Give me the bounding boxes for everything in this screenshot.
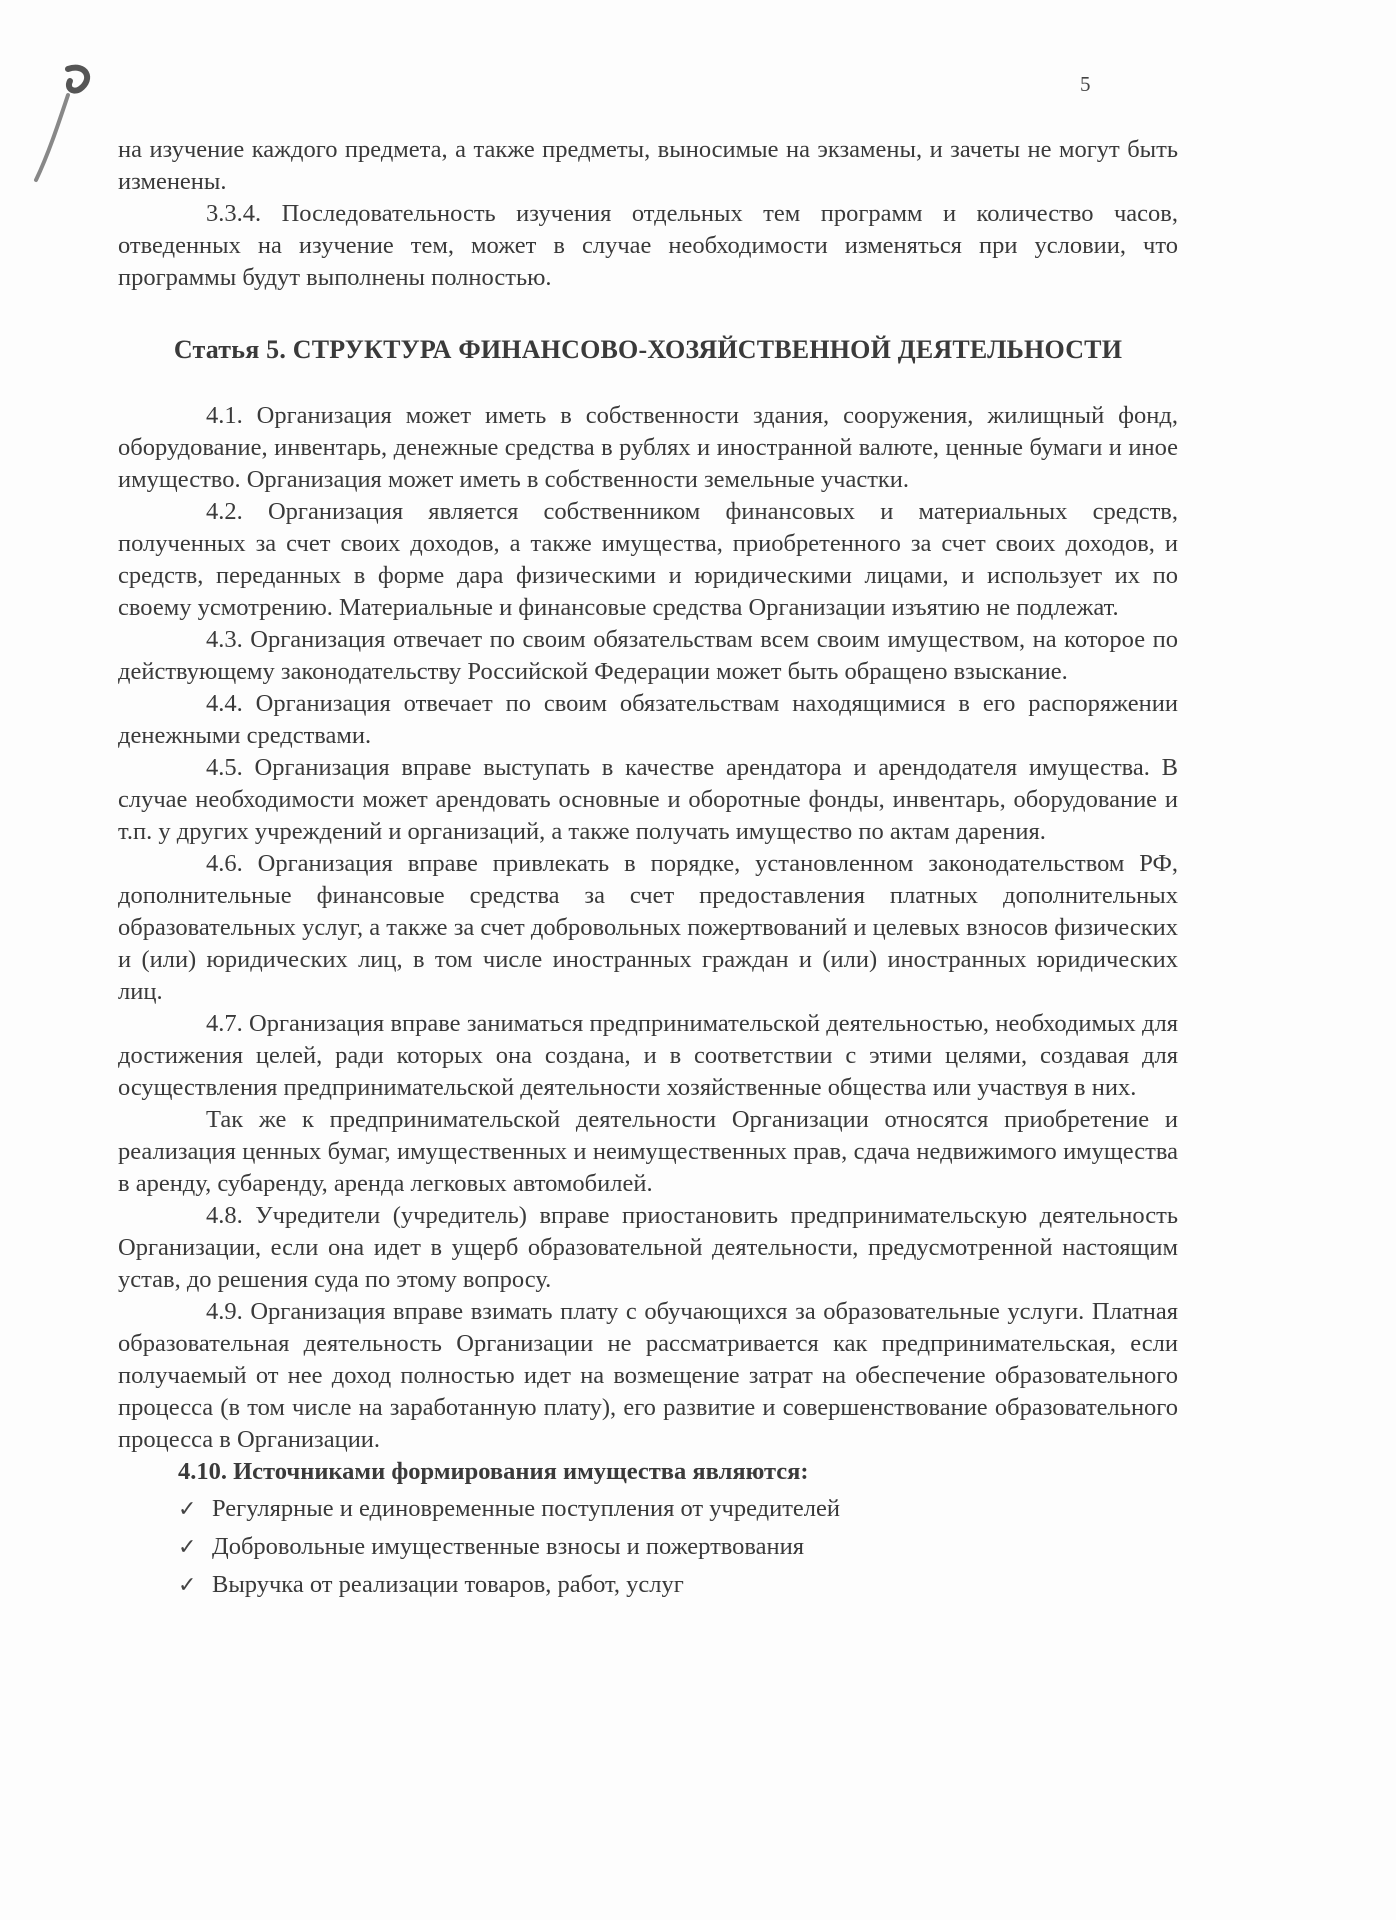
clause-4-9: 4.9. Организация вправе взимать плату с обучающихся за образовательные услуги. Платная образовательная деятельность Организации не рассматривается как предпринимательская, если получаемый от нее доход полностью идет на возмещение затрат на обеспечение образовательного процесса (в том числе на заработанную плату), его развитие и совершенствование образовательного процесса в Организации. [118, 1298, 1178, 1453]
clause-4-7: 4.7. Организация вправе заниматься предпринимательской деятельностью, необходимых для достижения целей, ради которых она создана, и в соответствии с этими целями, создавая для осуществления предпринимательской деятельности хозяйственные общества или участвуя в них. [118, 1010, 1178, 1101]
clause-4-10-heading: 4.10. Источниками формирования имущества являются: [178, 1458, 809, 1485]
scan-artifact-mark [28, 55, 98, 185]
document-body [118, 134, 1178, 1604]
checkmark-icon: ✓ [178, 1497, 197, 1522]
clause-4-6: 4.6. Организация вправе привлекать в порядке, установленном законодательством РФ, дополнительные финансовые средства за счет предоставления платных дополнительных образовательных услуг, а также за счет добровольных пожертвований и целевых взносов физических и (или) юридических лиц, в том числе иностранных граждан и (или) иностранных юридических лиц. [118, 850, 1178, 1005]
clause-4-5: 4.5. Организация вправе выступать в качестве арендатора и арендодателя имущества. В случае необходимости может арендовать основные и оборотные фонды, инвентарь, оборудование и т.п. у других учреждений и организаций, а также получать имущество по актам дарения. [118, 754, 1178, 845]
clause-3-3-4: 3.3.4. Последовательность изучения отдельных тем программ и количество часов, отведенных на изучение тем, может в случае необходимости изменяться при условии, что программы будут выполнены полностью. [118, 200, 1178, 291]
list-item [178, 1528, 1178, 1566]
intro-continuation: на изучение каждого предмета, а также предметы, выносимые на экзамены, и зачеты не могут быть изменены. [118, 136, 1178, 195]
list-item-text: Выручка от реализации товаров, работ, услуг [212, 1571, 684, 1598]
clause-4-4: 4.4. Организация отвечает по своим обязательствам находящимися в его распоряжении денежными средствами. [118, 690, 1178, 749]
clause-4-1: 4.1. Организация может иметь в собственности здания, сооружения, жилищный фонд, оборудование, инвентарь, денежные средства в рублях и иностранной валюте, ценные бумаги и иное имущество. Организация может иметь в собственности земельные участки. [118, 402, 1178, 493]
clause-4-2: 4.2. Организация является собственником финансовых и материальных средств, полученных за счет своих доходов, а также имущества, приобретенного за счет своих доходов, и средств, переданных в форме дара физическими и юридическими лицами, и использует их по своему усмотрению. Материальные и финансовые средства Организации изъятию не подлежат. [118, 498, 1178, 621]
list-item [178, 1566, 1178, 1604]
sources-list [118, 1490, 1178, 1604]
clause-4-8: 4.8. Учредители (учредитель) вправе приостановить предпринимательскую деятельность Организации, если она идет в ущерб образовательной деятельности, предусмотренной настоящим устав, до решения суда по этому вопросу. [118, 1202, 1178, 1293]
article-title: Статья 5. СТРУКТУРА ФИНАНСОВО-ХОЗЯЙСТВЕННОЙ ДЕЯТЕЛЬНОСТИ [173, 335, 1123, 364]
clause-4-3: 4.3. Организация отвечает по своим обязательствам всем своим имуществом, на которое по действующему законодательству Российской Федерации может быть обращено взыскание. [118, 626, 1178, 685]
checkmark-icon: ✓ [178, 1573, 197, 1598]
list-item [178, 1490, 1178, 1528]
checkmark-icon: ✓ [178, 1535, 197, 1560]
page-number: 5 [1080, 72, 1091, 96]
list-item-text: Регулярные и единовременные поступления от учредителей [212, 1495, 841, 1522]
list-item-text: Добровольные имущественные взносы и пожертвования [212, 1533, 805, 1560]
clause-4-7-continuation: Так же к предпринимательской деятельности Организации относятся приобретение и реализация ценных бумаг, имущественных и неимущественных прав, сдача недвижимого имущества в аренду, субаренду, аренда легковых автомобилей. [118, 1106, 1178, 1197]
